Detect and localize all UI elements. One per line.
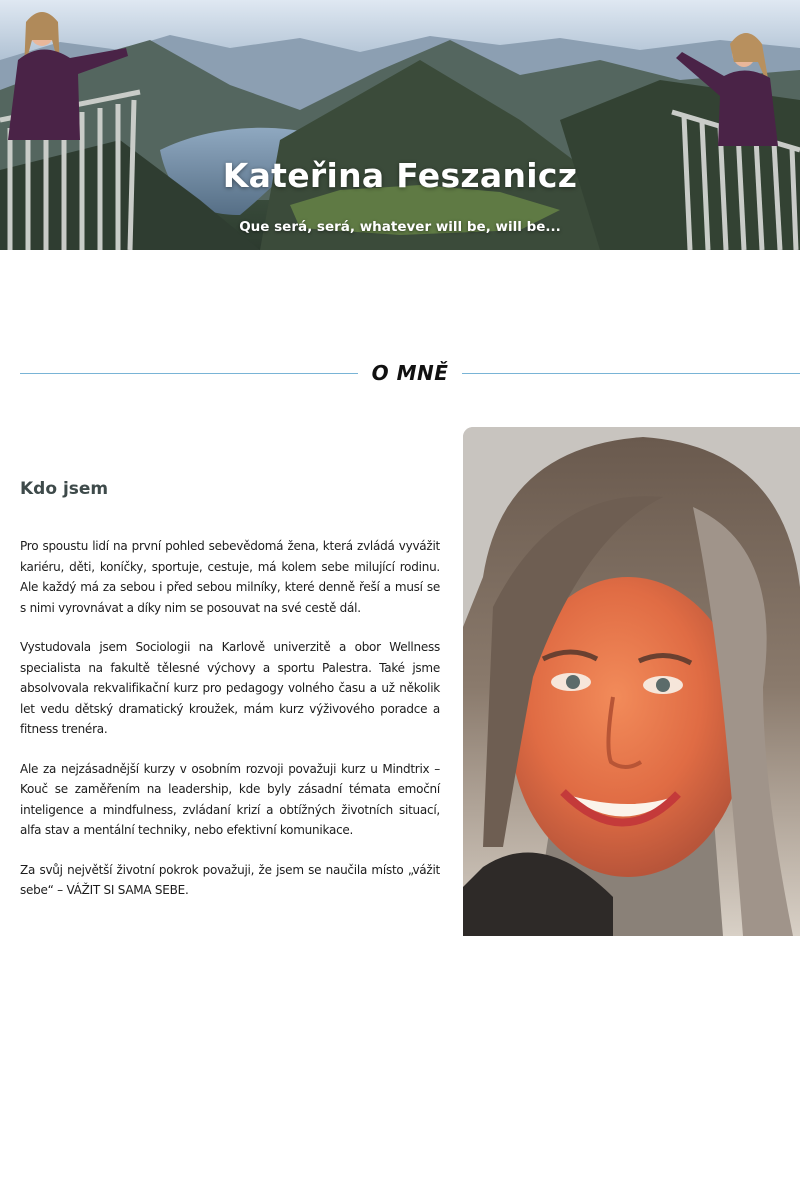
about-paragraph: Za svůj největší životní pokrok považuji, že jsem se naučila místo „vážit sebe“ – VÁŽIT SI SAMA SEBE. — [20, 862, 440, 897]
section-heading — [20, 358, 800, 388]
about-paragraph: Vystudovala jsem Sociologii na Karlově univerzitě a obor Wellness specialista na fakultě tělesné výchovy a sportu Palestra. Také jsme absolvovala rekvalifikační kurz pro pedagogy volného času a už několik let vedu dětský dramatický kroužek, mám kurz výživového poradce a fitness trenéra. — [20, 640, 440, 736]
heading-divider-right — [462, 373, 800, 374]
hero-banner — [0, 0, 800, 250]
portrait-illustration — [463, 427, 800, 936]
about-paragraph: Ale za nejzásadnější kurzy v osobním rozvoji považuji kurz u Mindtrix – Kouč se zaměřením na leadership, kde byly zásadní témata emoční inteligence a mindfulness, zvládaní krizí a obtížných životních situací, alfa stav a mentální techniky, nebo efektivní komunikace. — [20, 761, 440, 837]
hero-subtitle: Que será, será, whatever will be, will be... — [239, 219, 561, 235]
about-title: Kdo jsem — [20, 479, 109, 499]
hero-title: Kateřina Feszanicz — [222, 156, 578, 195]
about-text — [20, 536, 440, 920]
hero-landscape-image — [0, 0, 800, 250]
portrait-photo — [463, 427, 800, 936]
about-paragraph: Pro spoustu lidí na první pohled sebevědomá žena, která zvládá vyvážit kariéru, děti, koníčky, sportuje, cestuje, má kolem sebe milující rodinu. Ale každý má za sebou i před sebou milníky, které denně řeší a musí se s nimi vyrovnávat a díky nim se posouvat na své cestě dál. — [20, 539, 440, 615]
section-heading-text: O MNĚ — [371, 361, 449, 385]
heading-divider-left — [20, 373, 358, 374]
